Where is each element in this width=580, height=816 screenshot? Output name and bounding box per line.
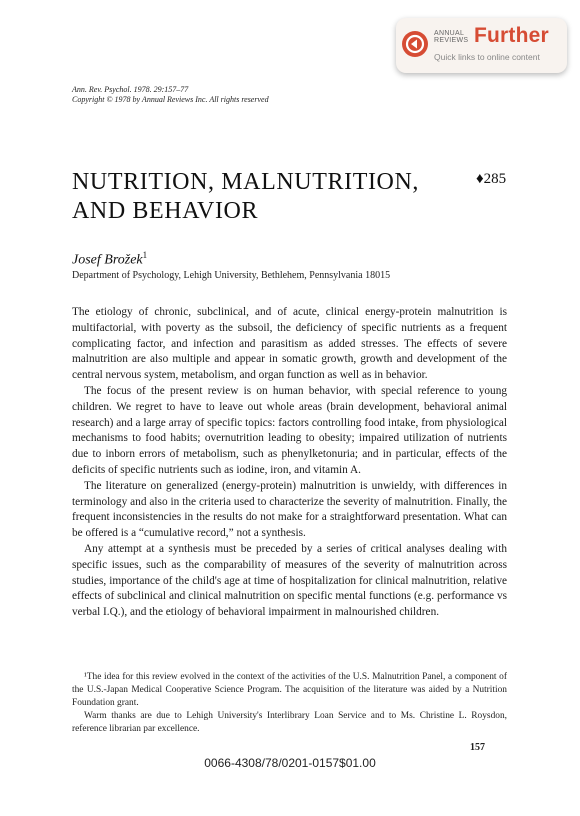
citation-line1: Ann. Rev. Psychol. 1978. 29:157–77 [72, 85, 189, 94]
author-name [72, 250, 147, 269]
article-title [72, 168, 419, 226]
further-arrow-icon [402, 31, 428, 57]
body-paragraph: The focus of the present review is on human behavior, with special reference to young children. We regret to have to leave out whole areas (brain development, behavioral animal research) and a large array of specific topics: factors controlling food intake, from physiological mechanisms to food habits; overnutrition leading to obesity; impaired utilization of nutrients due to inborn errors of metabolism, such as phenylketonuria; and in particular, effects of the deficits of specific nutrients such as iodine, iron, and vitamin A. [72, 384, 507, 476]
author-footnote-mark: 1 [142, 250, 148, 260]
body-paragraph: The literature on generalized (energy-protein) malnutrition is unwieldy, with differences in terminology and also in the criteria used to characterize the severity of malnutrition. Finally, the frequent inconsistencies in the results do not make for a straightforward presentation. What can be offered is a “cumulative record,” not a synthesis. [72, 479, 507, 540]
footnotes [72, 671, 507, 736]
article-body [72, 305, 507, 621]
author-name-text: Josef Brožek [72, 252, 143, 268]
quick-links-text: Quick links to online content [434, 52, 540, 62]
footnote-1: ¹The idea for this review evolved in the context of the activities of the U.S. Malnutrition Panel, a component of the U.S.-Japan Medical Cooperative Science Program. The acquisition of the literature was aided by a Nutrition Foundation grant. [72, 672, 507, 708]
annual-reviews-logo [434, 30, 468, 44]
body-paragraph: The etiology of chronic, subclinical, and of acute, clinical energy-protein malnutrition is multifactorial, with poverty as the subsoil, the deficiency of specific nutrients as a frequent complicating factor, and infection and parasitism as added stresses. The effects of severe malnutrition are also multiple and appear in somatic growth, growth and development of the central nervous system, metabolism, and organ function as well as in behavior. [72, 306, 507, 382]
footnote-2: Warm thanks are due to Lehigh University's Interlibrary Loan Service and to Ms. Christine L. Roysdon, reference librarian par excellence. [72, 711, 507, 734]
further-label: Further [474, 24, 549, 47]
title-line2: AND BEHAVIOR [72, 198, 259, 224]
journal-citation [72, 85, 269, 105]
further-banner[interactable] [396, 18, 567, 73]
citation-line2: Copyright © 1978 by Annual Reviews Inc. All rights reserved [72, 95, 269, 104]
brand-line1: ANNUAL [434, 30, 465, 37]
doi-line: 0066-4308/78/0201-0157$01.00 [204, 756, 376, 770]
page-number: 157 [470, 742, 485, 753]
brand-line2: REVIEWS [434, 37, 469, 44]
body-paragraph: Any attempt at a synthesis must be preceded by a series of critical analyses dealing with specific issues, such as the comparability of measures of the severity of malnutrition across studies, importance of the child's age at time of hospitalization for clinical malnutrition, relative effects of subclinical and clinical malnutrition on specific mental functions (e.g. performance vs verbal I.Q.), and the etiology of behavioral impairment in malnourished children. [72, 542, 507, 619]
article-marker: ♦285 [476, 171, 507, 187]
author-affiliation: Department of Psychology, Lehigh University, Bethlehem, Pennsylvania 18015 [72, 270, 391, 281]
title-line1: NUTRITION, MALNUTRITION, [72, 169, 420, 195]
